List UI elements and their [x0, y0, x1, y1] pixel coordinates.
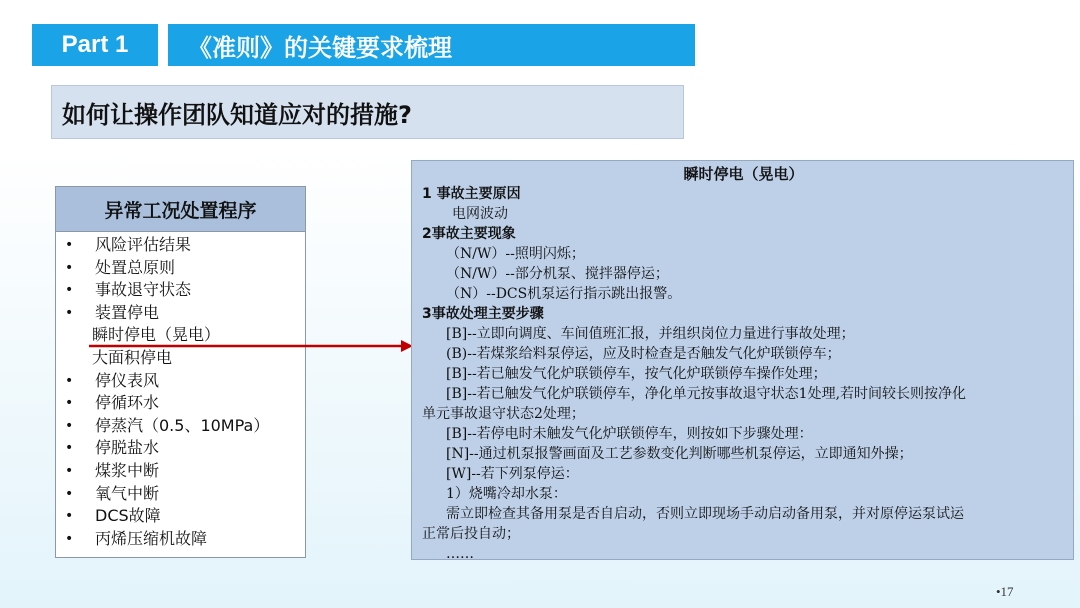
- list-item: • 丙烯压缩机故障: [56, 528, 305, 551]
- part-badge: Part 1: [32, 24, 158, 66]
- section-3-line: 正常后投自动；: [422, 526, 520, 542]
- list-item: • 事故退守状态: [56, 279, 305, 302]
- section-3-line: 单元事故退守状态2处理；: [422, 406, 585, 422]
- section-3-line: [B]--若已触发气化炉联锁停车，净化单元按事故退守状态1处理,若时间较长则按净化: [446, 386, 967, 402]
- list-item: • 停蒸汽（0.5、10MPa）: [56, 415, 305, 438]
- section-2-heading: 2事故主要现象: [422, 226, 516, 242]
- section-3-line: ……: [446, 546, 474, 562]
- list-item: • 装置停电: [56, 302, 305, 325]
- red-arrow: [89, 339, 413, 353]
- section-2-line: （N/W）--照明闪烁；: [446, 246, 585, 262]
- list-item: • 风险评估结果: [56, 234, 305, 257]
- section-2-line: （N/W）--部分机泵、搅拌器停运；: [446, 266, 669, 282]
- question-heading: 如何让操作团队知道应对的措施?: [51, 85, 684, 139]
- section-1-line: 电网波动: [452, 206, 508, 222]
- section-1-heading: 1 事故主要原因: [422, 186, 521, 202]
- section-3-line: [B]--若停电时未触发气化炉联锁停车，则按如下步骤处理：: [446, 426, 813, 442]
- section-3-line: [N]--通过机泵报警画面及工艺参数变化判断哪些机泵停运，立即通知外操；: [446, 446, 913, 462]
- section-3-line: (B)--若煤浆给料泵停运，应及时检查是否触发气化炉联锁停车；: [446, 346, 841, 362]
- list-item: • DCS故障: [56, 505, 305, 528]
- section-title: 《准则》的关键要求梳理: [168, 24, 695, 66]
- section-3-line: [W]--若下列泵停运：: [446, 466, 579, 482]
- procedure-list-title: 异常工况处置程序: [56, 187, 305, 232]
- procedure-list-panel: [55, 186, 306, 558]
- section-3-line: 需立即检查其备用泵是否自启动，否则立即现场手动启动备用泵，并对原停运泵试运: [446, 506, 964, 522]
- list-item: • 氧气中断: [56, 483, 305, 506]
- list-item-highlighted: 瞬时停电（晃电）: [92, 325, 221, 345]
- section-3-heading: 3事故处理主要步骤: [422, 306, 544, 322]
- section-3-line: [B]--若已触发气化炉联锁停车，按气化炉联锁停车操作处理；: [446, 366, 827, 382]
- list-item: • 处置总原则: [56, 257, 305, 280]
- list-item: • 煤浆中断: [56, 460, 305, 483]
- detail-panel: [411, 160, 1074, 560]
- list-item: • 停仪表风: [56, 370, 305, 393]
- section-3-line: [B]--立即向调度、车间值班汇报，并组织岗位力量进行事故处理；: [446, 326, 855, 342]
- list-item: • 停循环水: [56, 392, 305, 415]
- section-3-line: 1）烧嘴冷却水泵：: [446, 486, 567, 502]
- list-item: • 停脱盐水: [56, 437, 305, 460]
- procedure-list: [56, 232, 305, 550]
- section-2-line: （N）--DCS机泵运行指示跳出报警。: [446, 286, 682, 302]
- list-item-sub: 大面积停电: [92, 347, 173, 367]
- detail-title: 瞬时停电（晃电）: [683, 165, 804, 183]
- page-number: •17: [996, 584, 1014, 599]
